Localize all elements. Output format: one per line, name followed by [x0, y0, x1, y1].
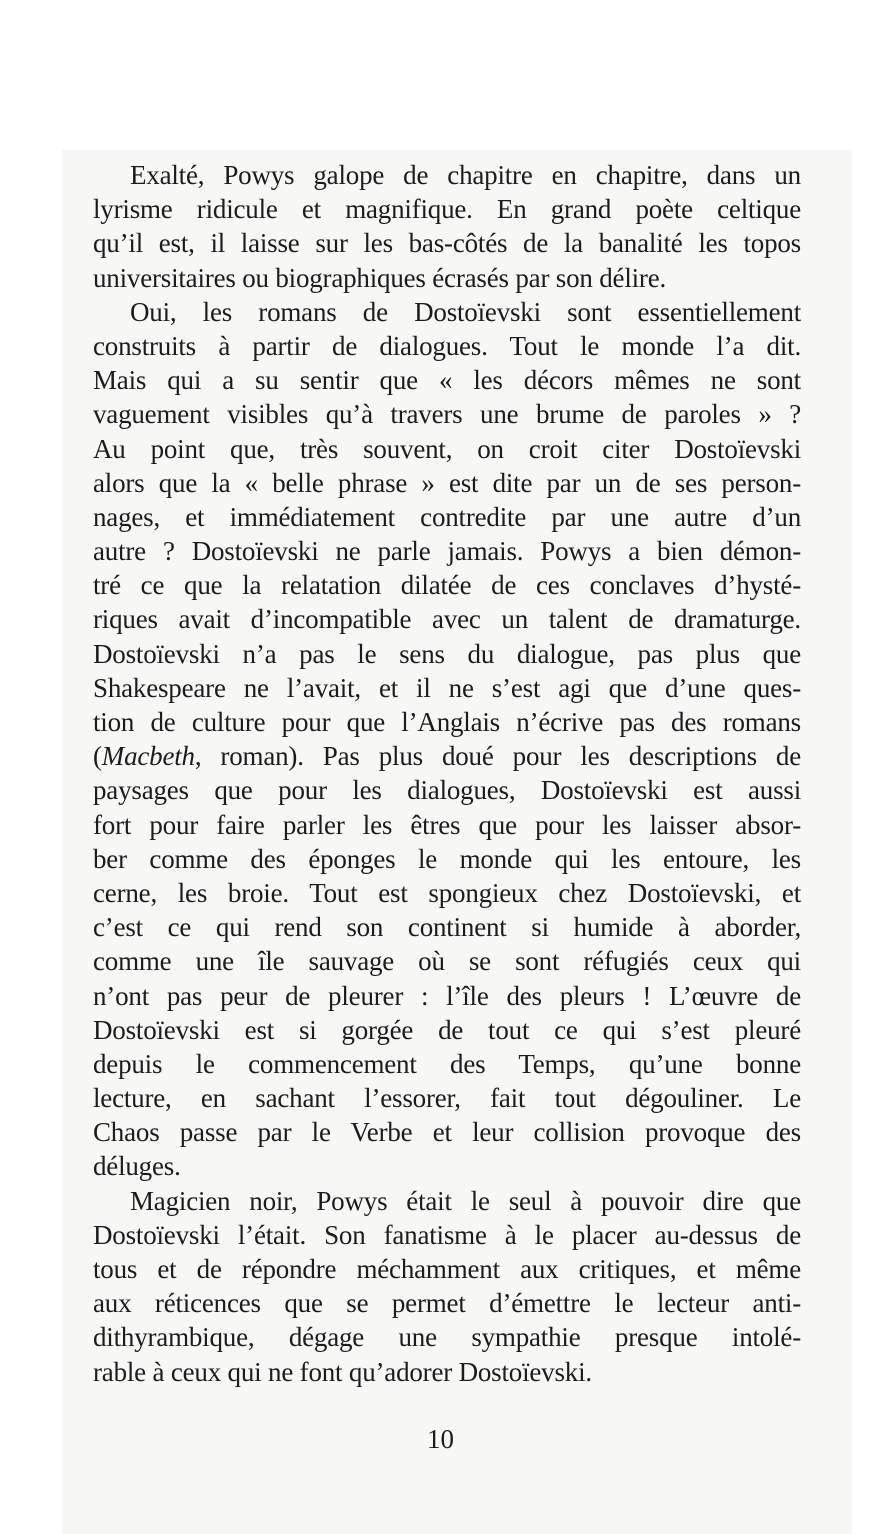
text-line: rable à ceux qui ne font qu’adorer Dostoïevski.: [93, 1356, 592, 1387]
text-line: dithyrambique, dégage une sympathie presque intolé-: [93, 1322, 801, 1353]
text-line: alors que la « belle phrase » est dite par un de ses person-: [93, 467, 801, 498]
text-line: paysages que pour les dialogues, Dostoïevski est aussi: [93, 775, 801, 806]
text-line: Dostoïevski l’était. Son fanatisme à le placer au-dessus de: [93, 1219, 801, 1250]
text-line: tous et de répondre méchamment aux critiques, et même: [93, 1254, 801, 1284]
text-line: autre ? Dostoïevski ne parle jamais. Powys a bien démon-: [93, 536, 801, 567]
paragraph-2: [93, 295, 801, 1184]
text-line: nages, et immédiatement contredite par une autre d’un: [93, 501, 801, 532]
line-rest: , roman). Pas plus doué pour les descriptions de: [194, 741, 801, 772]
text-line: Mais qui a su sentir que « les décors mêmes ne sont: [93, 365, 801, 396]
paragraph-3: [93, 1184, 801, 1389]
text-line: n’ont pas peur de pleurer : l’île des pleurs ! L’œuvre de: [93, 980, 801, 1011]
text-line: universitaires ou biographiques écrasés par son délire.: [93, 262, 667, 293]
italic-title: Macbeth: [101, 741, 195, 772]
text-line: Oui, les romans de Dostoïevski sont essentiellement: [130, 296, 801, 327]
page-number: 10: [427, 1424, 454, 1454]
text-line: comme une île sauvage où se sont réfugiés ceux qui: [93, 946, 801, 977]
text-line: tré ce que la relatation dilatée de ces conclaves d’hysté-: [93, 570, 801, 601]
text-line: Au point que, très souvent, on croit citer Dostoïevski: [93, 433, 801, 464]
body-text: [93, 158, 801, 1389]
text-line: lecture, en sachant l’essorer, fait tout dégouliner. Le: [93, 1083, 801, 1114]
open-paren: (: [93, 741, 102, 772]
text-line: qu’il est, il laisse sur les bas-côtés de la banalité les topos: [93, 228, 801, 259]
text-line: fort pour faire parler les êtres que pour les laisser absor-: [93, 809, 801, 840]
text-line: tion de culture pour que l’Anglais n’écrive pas des romans: [93, 707, 801, 737]
text-line: lyrisme ridicule et magnifique. En grand poète celtique: [93, 194, 801, 225]
text-line: construits à partir de dialogues. Tout le monde l’a dit.: [93, 330, 801, 361]
text-line: Exalté, Powys galope de chapitre en chapitre, dans un: [130, 160, 801, 190]
text-line: Magicien noir, Powys était le seul à pouvoir dire que: [130, 1185, 801, 1216]
text-line: ber comme des éponges le monde qui les entoure, les: [93, 843, 801, 874]
text-line: Shakespeare ne l’avait, et il ne s’est agi que d’une ques-: [93, 672, 801, 703]
text-line: déluges.: [93, 1151, 181, 1182]
text-line: Dostoïevski n’a pas le sens du dialogue, pas plus que: [93, 638, 801, 669]
text-line: riques avait d’incompatible avec un talent de dramaturge.: [93, 604, 801, 635]
text-line: c’est ce qui rend son continent si humide à aborder,: [93, 912, 801, 943]
text-line: Chaos passe par le Verbe et leur collision provoque des: [93, 1117, 801, 1148]
paragraph-1: [93, 158, 801, 295]
text-line: vaguement visibles qu’à travers une brume de paroles » ?: [93, 399, 801, 430]
text-line: aux réticences que se permet d’émettre le lecteur anti-: [93, 1288, 801, 1319]
text-line-with-italic: [93, 739, 801, 773]
text-line: depuis le commencement des Temps, qu’une bonne: [93, 1048, 801, 1079]
text-line: Dostoïevski est si gorgée de tout ce qui s’est pleuré: [93, 1014, 801, 1045]
text-line: cerne, les broie. Tout est spongieux chez Dostoïevski, et: [93, 877, 801, 908]
